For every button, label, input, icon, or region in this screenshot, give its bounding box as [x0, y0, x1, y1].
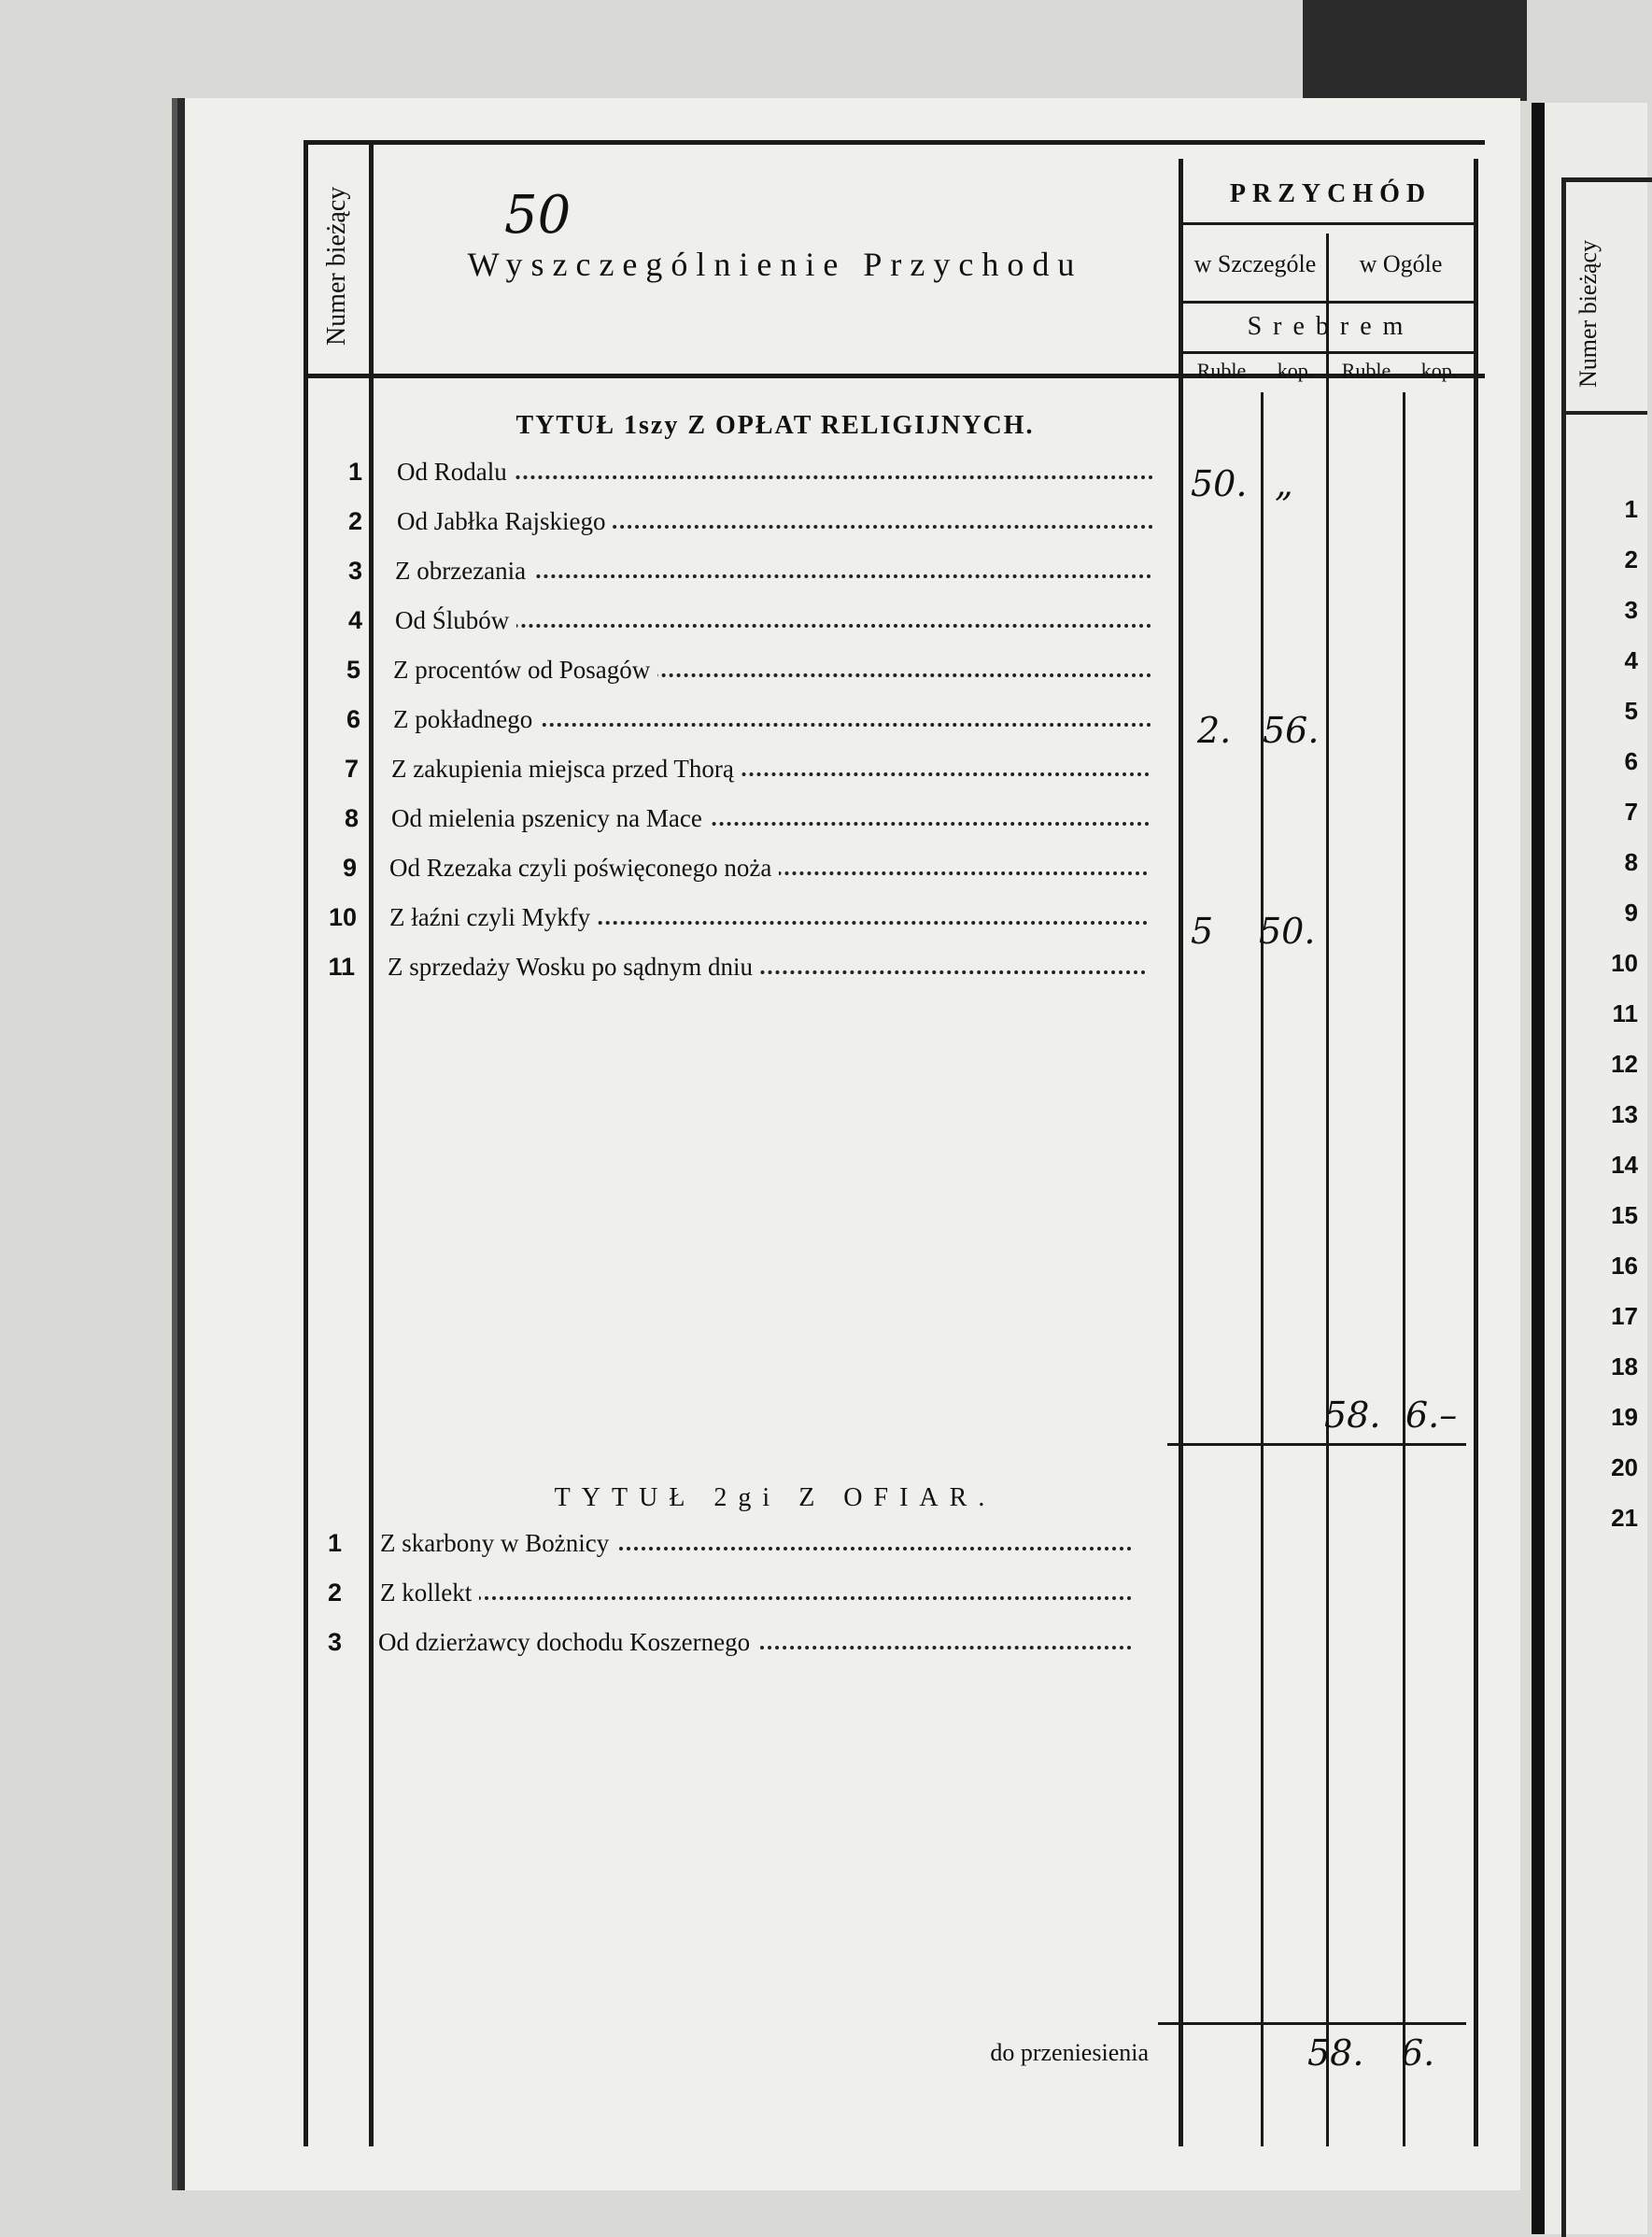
row-description: Z sprzedaży Wosku po sądnym dniu — [388, 953, 1146, 982]
row-number: 9 — [342, 854, 357, 882]
row-description: Z pokładnego — [393, 705, 1151, 734]
adjacent-row-number: 20 — [1611, 1453, 1638, 1481]
carry-kopeks: 6. — [1401, 2032, 1435, 2074]
carry-forward-label: do przeniesienia — [990, 2039, 1149, 2066]
row-description: Od Rodalu — [397, 458, 1153, 487]
adjacent-row-number: 13 — [1611, 1100, 1638, 1128]
row-description: Od Jabłka Rajskiego — [397, 507, 1153, 536]
adjacent-row-number: 16 — [1611, 1252, 1638, 1280]
section2-title: TYTUŁ 2gi Z OFIAR. — [554, 1483, 996, 1512]
row-number: 8 — [344, 804, 359, 832]
carry-line — [1158, 2022, 1466, 2025]
amount-rubles: 50. — [1191, 463, 1248, 504]
adjacent-row-number: 6 — [1624, 747, 1638, 775]
table-right-border — [1474, 159, 1478, 2146]
adjacent-row-number: 14 — [1611, 1151, 1638, 1179]
kopeks-header-1: kop. — [1277, 359, 1314, 382]
income-header: PRZYCHÓD — [1229, 179, 1433, 208]
row-number: 5 — [346, 656, 360, 684]
adjacent-page — [1532, 103, 1647, 2234]
row-description: Z zakupienia miejsca przed Thorą — [391, 755, 1150, 784]
table-left-border — [304, 140, 308, 2146]
amount-kopeks: 56. — [1263, 710, 1320, 751]
row-description: Z łaźni czyli Mykfy — [389, 903, 1148, 932]
amount-kopeks: 50. — [1259, 911, 1316, 952]
number-column-border — [369, 140, 374, 2146]
row-number: 2 — [327, 1579, 342, 1607]
adjacent-row-number: 15 — [1611, 1201, 1638, 1229]
adjacent-row-number: 18 — [1611, 1352, 1638, 1380]
detail-header: w Szczególe — [1193, 250, 1317, 277]
row-number: 3 — [347, 557, 362, 585]
adjacent-row-number: 19 — [1611, 1403, 1638, 1431]
detail-rub-kop-divider — [1261, 392, 1264, 2146]
adjacent-row-number: 8 — [1624, 848, 1638, 876]
adjacent-row-number: 3 — [1624, 596, 1638, 624]
adjacent-row-number: 21 — [1611, 1504, 1638, 1532]
page-title: Wyszczególnienie Przychodu — [467, 246, 1083, 283]
total-rub-kop-divider — [1403, 392, 1405, 2146]
row-number: 6 — [346, 705, 360, 733]
row-description: Od dzierżawcy dochodu Koszernego — [378, 1628, 1132, 1657]
section1-total-kopeks: 6.– — [1405, 1395, 1458, 1436]
detail-total-divider — [1326, 234, 1329, 2146]
row-description: Z procentów od Posagów — [393, 656, 1151, 685]
row-description: Z obrzezania — [395, 557, 1151, 586]
adjacent-row-number: 12 — [1611, 1050, 1638, 1078]
total-header: w Ogóle — [1359, 250, 1443, 277]
row-number: 4 — [347, 606, 362, 634]
row-number: 1 — [327, 1529, 342, 1557]
row-description: Z kollekt — [380, 1579, 1132, 1607]
detail-header-line — [1181, 301, 1474, 304]
adjacent-row-number: 1 — [1624, 495, 1638, 523]
row-description: Od Ślubów — [395, 606, 1151, 635]
section1-total-line — [1167, 1443, 1466, 1446]
row-description: Od Rzezaka czyli poświęconego noża — [389, 854, 1148, 883]
currency-header-line — [1181, 351, 1474, 354]
adjacent-row-number: 10 — [1611, 949, 1638, 977]
adjacent-row-number: 9 — [1624, 899, 1638, 927]
carry-rubles: 58. — [1307, 2032, 1364, 2074]
row-number: 11 — [328, 953, 355, 981]
row-number: 3 — [327, 1628, 342, 1656]
income-header-line — [1181, 222, 1474, 225]
adjacent-header-line — [1561, 411, 1647, 415]
row-number: 10 — [328, 903, 357, 931]
adjacent-number-column-label: Numer bieżący — [1574, 239, 1602, 388]
adjacent-row-number: 11 — [1612, 999, 1638, 1027]
row-number: 1 — [347, 458, 362, 486]
row-description: Od mielenia pszenicy na Mace — [391, 804, 1150, 833]
row-description: Z skarbony w Bożnicy — [380, 1529, 1132, 1558]
kopeks-header-2: kop. — [1420, 359, 1458, 382]
section1-total-rubles: 58. — [1324, 1395, 1381, 1436]
number-column-label: Numer bieżący — [322, 186, 351, 346]
adjacent-row-number: 17 — [1611, 1302, 1638, 1330]
binding-tab — [1303, 0, 1527, 101]
currency-header: Srebrem — [1247, 312, 1415, 341]
rubles-header-2: Ruble — [1341, 359, 1391, 382]
adjacent-row-number: 2 — [1624, 545, 1638, 573]
amount-rubles: 5 — [1191, 911, 1214, 952]
adjacent-row-number: 7 — [1624, 798, 1638, 826]
amount-kopeks: „ — [1275, 463, 1293, 504]
section1-title: TYTUŁ 1szy Z OPŁAT RELIGIJNYCH. — [515, 411, 1035, 440]
row-number: 7 — [344, 755, 359, 783]
table-top-border — [304, 140, 1485, 145]
description-column-border — [1179, 159, 1183, 2146]
adjacent-row-number: 5 — [1624, 697, 1638, 725]
rubles-header-1: Ruble — [1196, 359, 1247, 382]
adjacent-row-number: 4 — [1624, 646, 1638, 674]
row-number: 2 — [347, 507, 362, 535]
handwritten-page-mark: 50 — [504, 185, 572, 246]
amount-rubles: 2. — [1197, 710, 1232, 751]
